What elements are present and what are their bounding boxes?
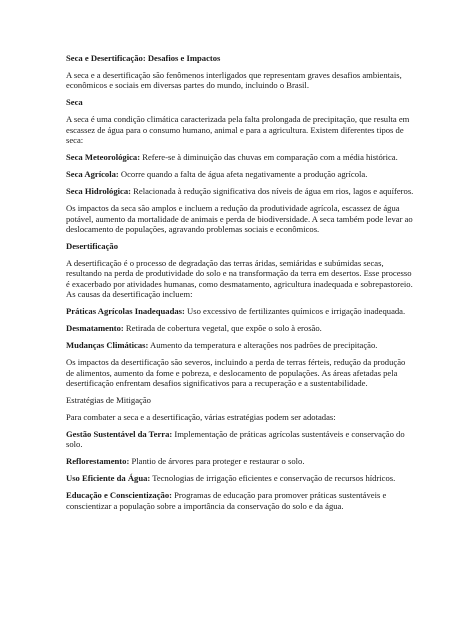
desertificacao-intro-paragraph: A desertificação é o processo de degradação das terras áridas, semiáridas e subúmidas secas, resultando na perda de produtividade do solo e na transformação da terra em desertos. Esse processo é exacerbado por atividades humanas, como desmatamento, agricultura inadequada e sobrepastoreio. As causas da desertificação incluem: [66,258,413,300]
strategy-term: Gestão Sustentável da Terra: [66,429,173,440]
mitigacao-intro-paragraph: Para combater a seca e a desertificação, várias estratégias podem ser adotadas: [66,412,336,423]
desertificacao-cause-praticas [66,306,414,316]
cause-term: Desmatamento: [66,323,124,334]
seca-type-text: Ocorre quando a falta de água afeta negativamente a produção agrícola. [118,169,368,180]
intro-paragraph: A seca e a desertificação são fenômenos interligados que representam graves desafios ambientais, econômicos e sociais em diversas partes do mundo, incluindo o Brasil. [66,70,402,91]
strategy-text: Plantio de árvores para proteger e restaurar o solo. [129,456,305,467]
cause-term: Práticas Agrícolas Inadequadas: [66,306,185,317]
seca-type-agricola [66,169,414,179]
strategy-reflorestamento [66,456,414,466]
strategy-text: Tecnologias de irrigação eficientes e conservação de recursos hídricos. [150,473,396,484]
cause-term: Mudanças Climáticas: [66,340,149,351]
section-heading-desertificacao: Desertificação [66,241,119,252]
document-title: Seca e Desertificação: Desafios e Impactos [66,53,221,63]
seca-type-meteorologica [66,152,414,162]
cause-text: Aumento da temperatura e alterações nos padrões de precipitação. [148,340,378,351]
desertificacao-cause-desmatamento [66,323,414,333]
seca-type-hidrologica [66,186,414,196]
document-page [66,53,414,518]
cause-text: Uso excessivo de fertilizantes químicos e irrigação inadequada. [184,306,406,317]
strategy-term: Educação e Conscientização: [66,490,172,501]
desertificacao-impacts-paragraph: Os impactos da desertificação são severos, incluindo a perda de terras férteis, redução da produção de alimentos, aumento da fome e pobreza, e deslocamento de populações. As áreas afetadas pela desertificação enfrentam desafios significativos para a recuperação e a sustentabilidade. [66,357,406,389]
seca-type-term: Seca Meteorológica: [66,152,141,163]
cause-text: Retirada de cobertura vegetal, que expõe o solo à erosão. [123,323,322,334]
seca-impacts-paragraph: Os impactos da seca são amplos e incluem a redução da produtividade agrícola, escassez de água potável, aumento da mortalidade de animais e perda de biodiversidade. A seca também pode levar ao deslocamento de populações, agravando problemas sociais e econômicos. [66,203,413,235]
strategy-term: Reflorestamento: [66,456,130,467]
seca-type-term: Seca Hidrológica: [66,186,132,197]
strategy-text: Implementação de práticas agrícolas sustentáveis e conservação do solo. [66,429,405,450]
seca-type-text: Relacionada à redução significativa dos níveis de água em rios, lagos e aquíferos. [131,186,414,197]
seca-type-term: Seca Agrícola: [66,169,119,180]
strategy-term: Uso Eficiente da Água: [66,473,151,484]
seca-type-text: Refere-se à diminuição das chuvas em comparação com a média histórica. [140,152,398,163]
seca-intro-paragraph: A seca é uma condição climática caracterizada pela falta prolongada de precipitação, que resulta em escassez de água para o consumo humano, animal e para a agricultura. Existem diferentes tipos de seca: [66,114,410,146]
strategy-educacao [66,490,414,511]
section-heading-seca: Seca [66,97,83,108]
strategy-uso-agua [66,473,414,483]
strategy-gestao [66,429,414,450]
strategy-text: Programas de educação para promover práticas sustentáveis e conscientizar a população sobre a importância da conservação do solo e da água. [66,490,387,511]
desertificacao-cause-mudancas [66,340,414,350]
section-heading-mitigacao: Estratégias de Mitigação [66,395,151,406]
